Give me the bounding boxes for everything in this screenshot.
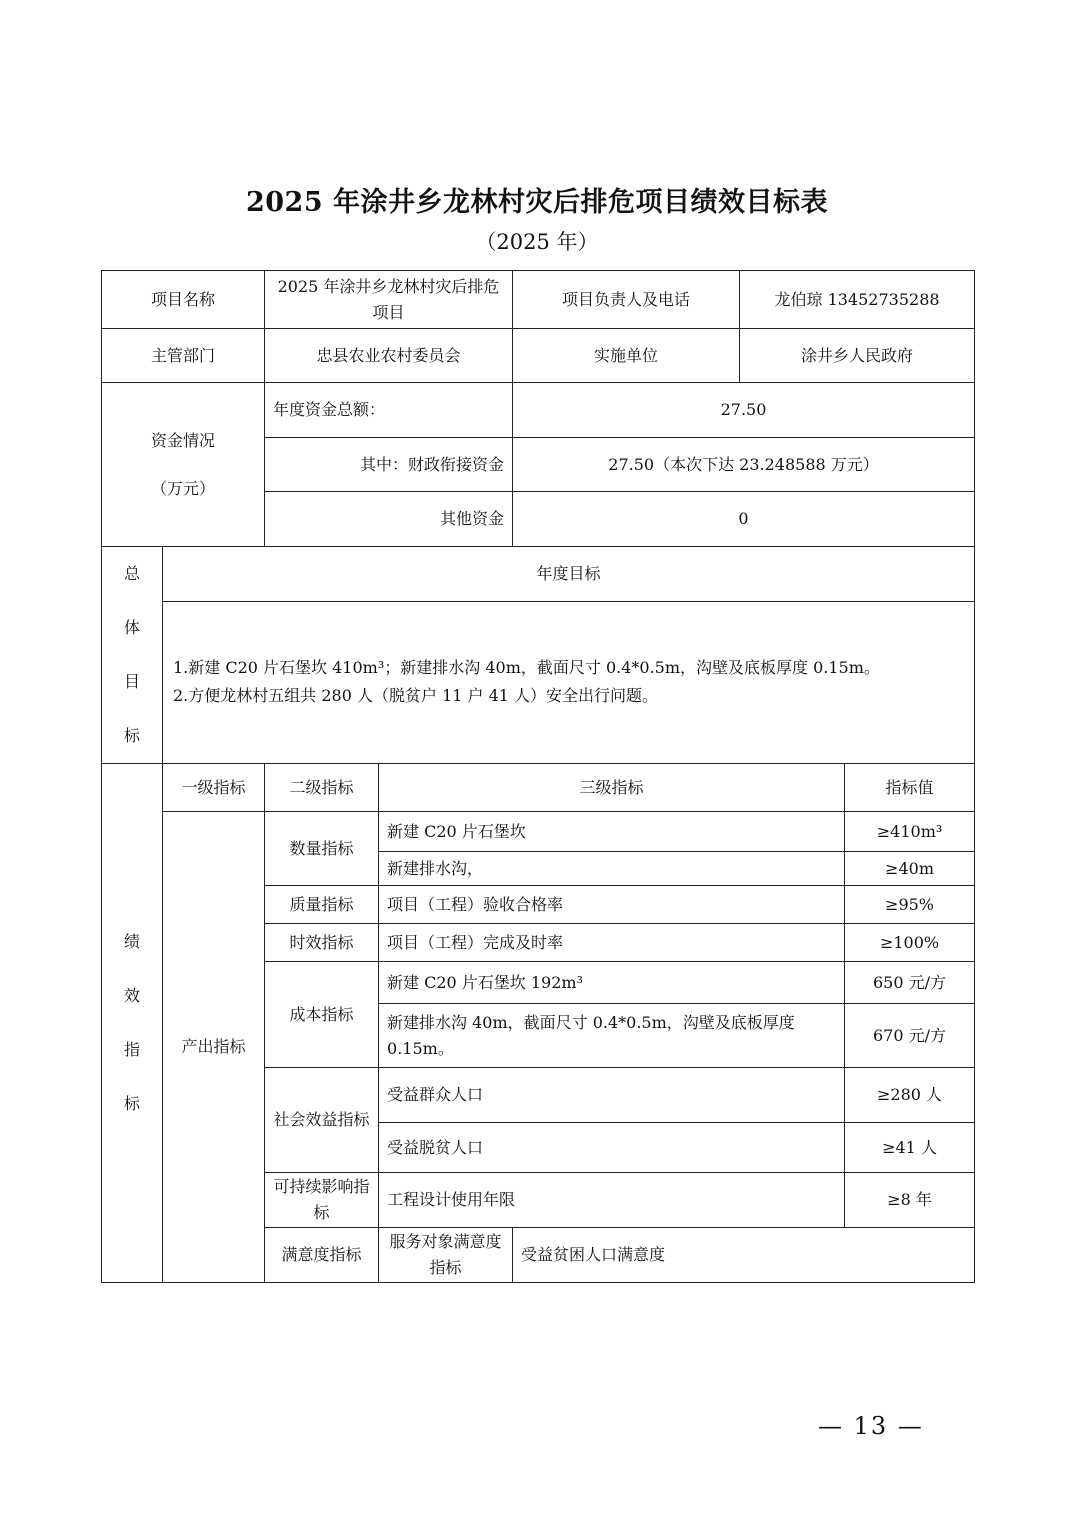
funds-total-label: 年度资金总额：	[265, 383, 513, 438]
overall-side-char: 总	[123, 564, 140, 583]
overall-side-char: 体	[123, 618, 140, 637]
performance-side-char: 效	[123, 986, 140, 1005]
indicator-value: 650 元/方	[845, 962, 975, 1004]
indicator-name: 受益脱贫人口	[379, 1123, 845, 1173]
indicator-value: ≥40m	[845, 852, 975, 886]
satisfaction-indicator-label: 满意度指标	[265, 1228, 379, 1283]
project-name-label: 项目名称	[102, 271, 265, 329]
page-number: — 13 —	[818, 1412, 924, 1440]
implementer-label: 实施单位	[513, 329, 740, 383]
performance-side-char: 绩	[123, 932, 140, 951]
indicator-value: 670 元/方	[845, 1004, 975, 1068]
indicator-name: 项目（工程）验收合格率	[379, 886, 845, 924]
document-subtitle: （2025 年）	[475, 230, 599, 254]
performance-target-table	[101, 270, 975, 1283]
implementer-value: 涂井乡人民政府	[740, 329, 975, 383]
document-title: 2025 年涂井乡龙林村灾后排危项目绩效目标表	[245, 187, 829, 218]
department-value: 忠县农业农村委员会	[265, 329, 513, 383]
performance-side-label	[102, 764, 163, 1283]
indicator-value: ≥95%	[845, 886, 975, 924]
level2-header: 二级指标	[265, 764, 379, 812]
project-name-value: 2025 年涂井乡龙林村灾后排危项目	[265, 271, 513, 329]
funds-unit: （万元）	[151, 478, 216, 498]
funds-fiscal-label: 其中：财政衔接资金	[265, 438, 513, 492]
funds-total-value: 27.50	[513, 383, 975, 438]
performance-side-char: 标	[123, 1094, 140, 1113]
funds-label: 资金情况	[151, 430, 216, 450]
indicator-name: 工程设计使用年限	[379, 1173, 845, 1228]
indicator-name: 项目（工程）完成及时率	[379, 924, 845, 962]
indicator-name: 新建排水沟 40m，截面尺寸 0.4*0.5m，沟壁及底板厚度 0.15m。	[379, 1004, 845, 1068]
indicator-name: 新建 C20 片石堡坎	[379, 812, 845, 852]
funds-label-cell	[102, 383, 265, 547]
indicator-value: ≥410m³	[845, 812, 975, 852]
performance-side-char: 指	[123, 1040, 140, 1059]
cost-indicator-label: 成本指标	[265, 962, 379, 1068]
indicator-value: ≥100%	[845, 924, 975, 962]
indicator-name: 新建 C20 片石堡坎 192m³	[379, 962, 845, 1004]
quality-indicator-label: 质量指标	[265, 886, 379, 924]
project-leader-label: 项目负责人及电话	[513, 271, 740, 329]
indicator-value: ≥41 人	[845, 1123, 975, 1173]
indicator-value: ≥8 年	[845, 1173, 975, 1228]
goal-item: 2.方便龙林村五组共 280 人（脱贫户 11 户 41 人）安全出行问题。	[173, 686, 659, 706]
level1-header: 一级指标	[163, 764, 265, 812]
overall-side-char: 目	[123, 672, 140, 691]
annual-goal-header: 年度目标	[163, 547, 975, 602]
service-satisfaction-label: 服务对象满意度指标	[379, 1228, 513, 1283]
sustainability-indicator-label: 可持续影响指标	[265, 1173, 379, 1228]
timeliness-indicator-label: 时效指标	[265, 924, 379, 962]
quantity-indicator-label: 数量指标	[265, 812, 379, 886]
output-indicator-label: 产出指标	[163, 812, 265, 1283]
funds-fiscal-value: 27.50（本次下达 23.248588 万元）	[513, 438, 975, 492]
annual-goal-content	[163, 601, 975, 764]
funds-other-value: 0	[513, 492, 975, 547]
project-leader-value: 龙伯琼 13452735288	[740, 271, 975, 329]
indicator-value: ≥280 人	[845, 1068, 975, 1123]
social-indicator-label: 社会效益指标	[265, 1068, 379, 1173]
indicator-name: 受益群众人口	[379, 1068, 845, 1123]
indicator-name: 新建排水沟，	[379, 852, 845, 886]
overall-goal-side-label	[102, 547, 163, 764]
indicator-name: 受益贫困人口满意度	[513, 1228, 975, 1283]
value-header: 指标值	[845, 764, 975, 812]
funds-other-label: 其他资金	[265, 492, 513, 547]
overall-side-char: 标	[123, 726, 140, 745]
department-label: 主管部门	[102, 329, 265, 383]
goal-item: 1.新建 C20 片石堡坎 410m³；新建排水沟 40m，截面尺寸 0.4*0.5m，沟壁及底板厚度 0.15m。	[173, 658, 880, 678]
level3-header: 三级指标	[379, 764, 845, 812]
